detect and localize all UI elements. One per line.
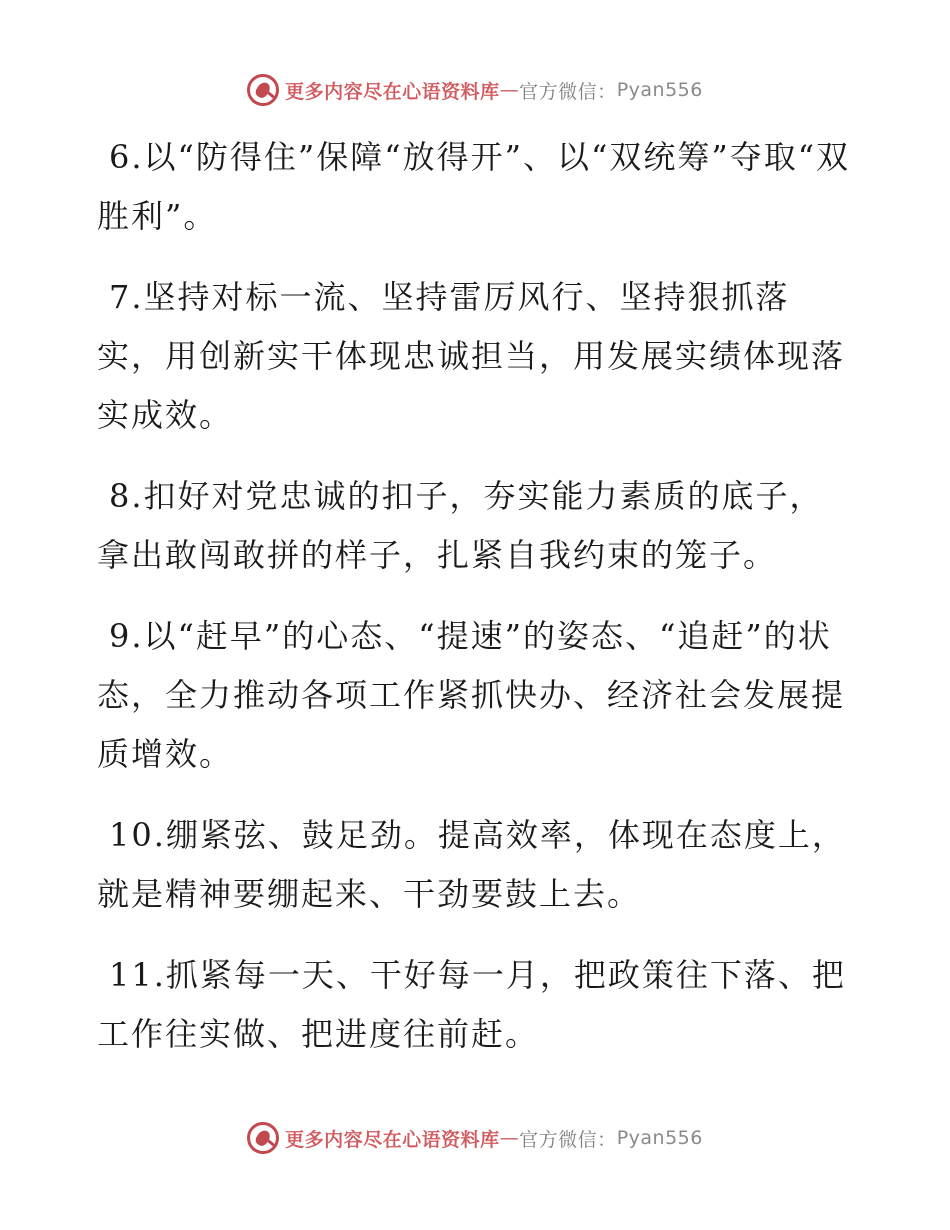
paragraph-text: 绷紧弦、鼓足劲。提高效率，体现在态度上，就是精神要绷起来、干劲要鼓上去。 xyxy=(97,816,846,913)
paragraph-text: 坚持对标一流、坚持雷厉风行、坚持狠抓落实，用创新实干体现忠诚担当，用发展实绩体现落实成效。 xyxy=(97,278,846,434)
paragraph-7 xyxy=(97,268,857,445)
paragraph-11 xyxy=(97,946,857,1064)
pen-logo-icon xyxy=(247,74,279,106)
paragraph-number: 10. xyxy=(109,816,166,854)
header-watermark xyxy=(0,74,950,106)
paragraph-number: 8. xyxy=(109,477,144,515)
paragraph-text: 扣好对党忠诚的扣子，夯实能力素质的底子，拿出敢闯敢拼的样子，扎紧自我约束的笼子。 xyxy=(97,477,824,574)
watermark-official-label: 官方微信： xyxy=(519,1128,617,1151)
paragraph-text: 抓紧每一天、干好每一月，把政策往下落、把工作往实做、把进度往前赶。 xyxy=(97,956,846,1053)
paragraph-9 xyxy=(97,607,857,784)
watermark-official-label: 官方微信： xyxy=(519,80,617,103)
paragraph-8 xyxy=(97,467,857,585)
watermark-separator: — xyxy=(499,1127,520,1149)
paragraph-6 xyxy=(97,128,857,246)
watermark-main-text: 更多内容尽在心语资料库 xyxy=(285,80,500,103)
document-body xyxy=(97,128,857,1086)
pen-logo-icon xyxy=(247,1122,279,1154)
paragraph-number: 9. xyxy=(109,617,144,655)
paragraph-number: 6. xyxy=(109,138,144,176)
paragraph-text: 以“赶早”的心态、“提速”的姿态、“追赶”的状态，全力推动各项工作紧抓快办、经济社会发展提质增效。 xyxy=(97,617,846,773)
paragraph-text: 以“防得住”保障“放得开”、以“双统筹”夺取“双胜利”。 xyxy=(97,138,851,235)
footer-watermark xyxy=(0,1122,950,1154)
paragraph-number: 11. xyxy=(109,956,166,994)
paragraph-number: 7. xyxy=(109,278,144,316)
paragraph-10 xyxy=(97,806,857,924)
watermark-separator: — xyxy=(499,79,520,101)
watermark-wechat-id: Pyan556 xyxy=(616,79,703,101)
watermark-wechat-id: Pyan556 xyxy=(616,1127,703,1149)
watermark-main-text: 更多内容尽在心语资料库 xyxy=(285,1128,500,1151)
